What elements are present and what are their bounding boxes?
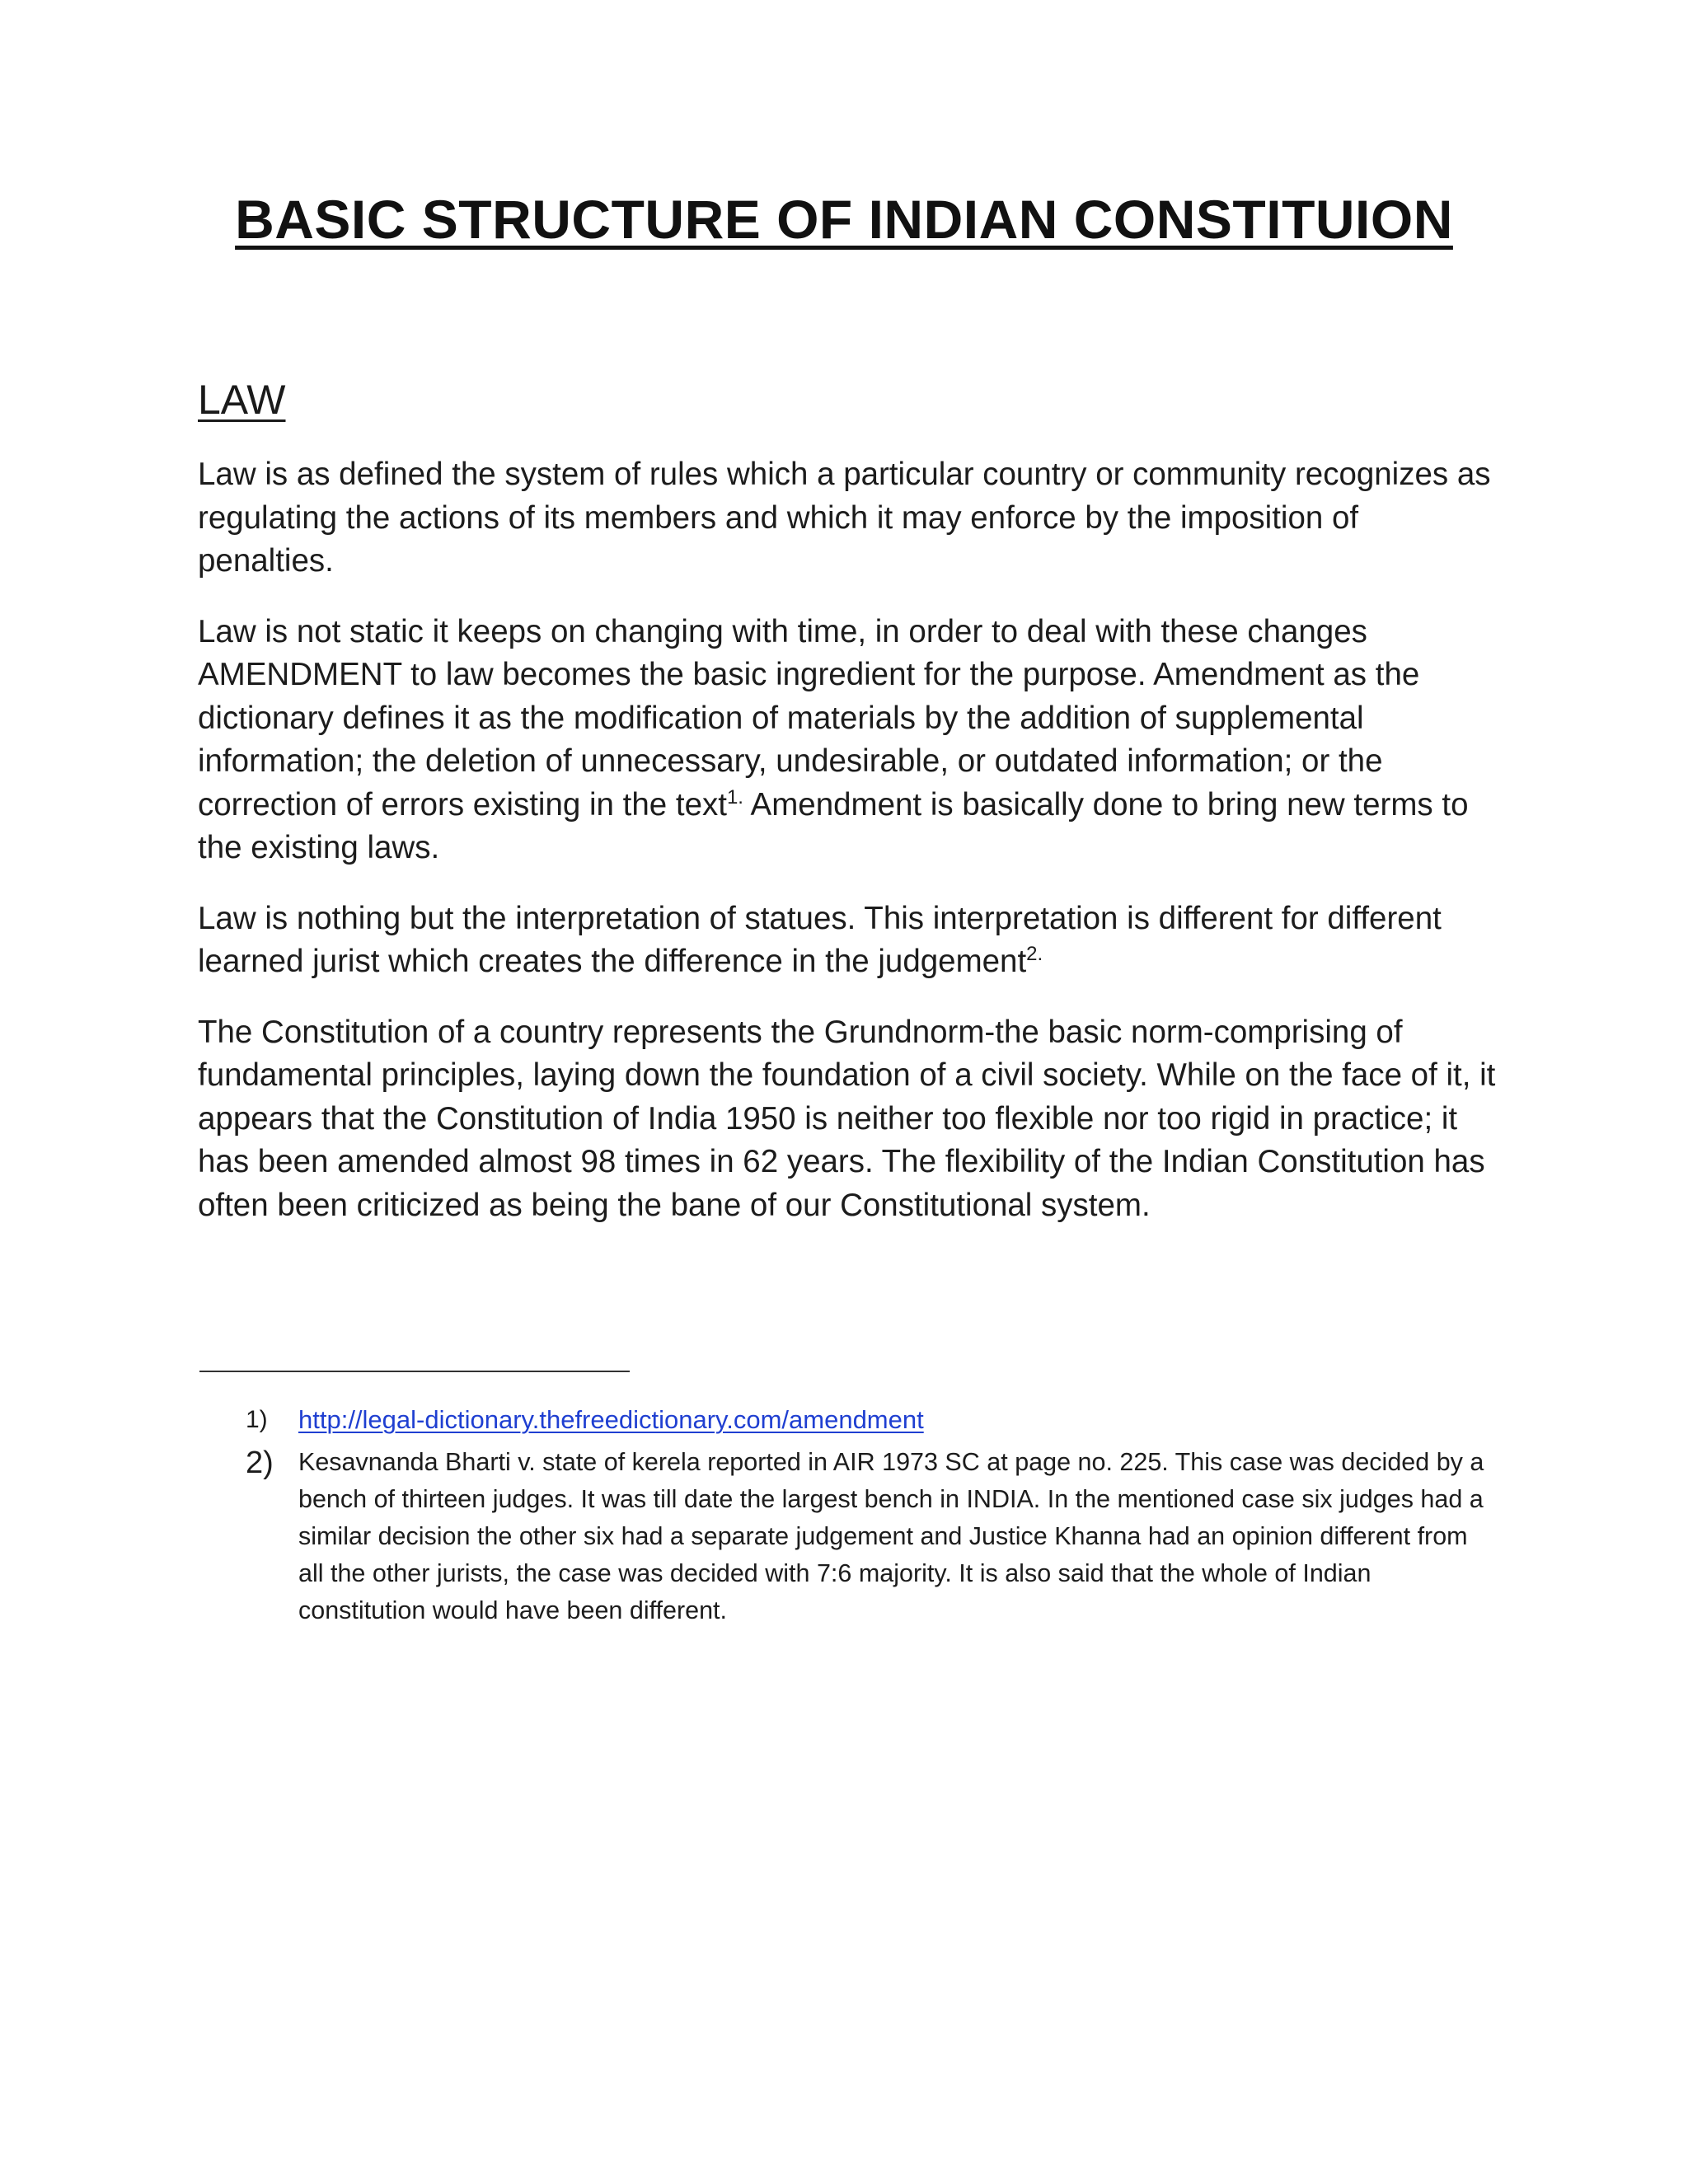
paragraph-constitution [198,1011,1500,1228]
footnote-number: 2) [246,1446,274,1480]
document-title: BASIC STRUCTURE OF INDIAN CONSTITUION [235,189,1453,250]
footnote-link[interactable]: http://legal-dictionary.thefreedictionary.com/amendment [298,1405,924,1434]
paragraph-law-definition [198,453,1500,583]
paragraph-text: Law is as defined the system of rules which a particular country or community recognizes as regulating the actions of its members and which it may enforce by the imposition of penalties. [198,457,1491,579]
paragraph-text-continued: Amendment is basically done to bring new terms to the existing laws. [198,786,1469,865]
paragraph-interpretation [198,898,1500,984]
paragraph-text: Law is not static it keeps on changing with time, in order to deal with these changes AMENDMENT to law becomes the basic ingredient for the purpose. Amendment as the dictionary defines it as the modification of materials by the addition of supplemental information; the deletion of unnecessary, undesirable, or outdated information; or the correction of errors existing in the text [198,613,1420,823]
footnote-number: 1) [246,1406,268,1433]
footnote-reference-1: 1. [726,785,743,808]
paragraph-text: The Constitution of a country represents the Grundnorm-the basic norm-comprising of fundamental principles, laying down the foundation of a civil society. While on the face of it, it appears that the Constitution of India 1950 is neither too flexible nor too rigid in practice; it has been amended almost 98 times in 62 years. The flexibility of the Indian Constitution has often been criticized as being the bane of our Constitutional system. [198,1014,1496,1223]
footnote-item [246,1444,1498,1629]
footnote-reference-2: 2. [1026,943,1043,966]
footnote-text: Kesavnanda Bharti v. state of kerela reported in AIR 1973 SC at page no. 225. This case was decided by a bench of thirteen judges. It was till date the largest bench in INDIA. In the mentioned case six judges had a similar decision the other six had a separate judgement and Justice Khanna had an opinion different from all the other jurists, the case was decided with 7:6 majority. It is also said that the whole of Indian constitution would have been different. [298,1448,1484,1624]
footnote-separator-line [199,1371,630,1372]
paragraph-text: Law is nothing but the interpretation of statues. This interpretation is different for different learned jurist which creates the difference in the judgement [198,900,1442,979]
paragraph-amendment [198,611,1500,870]
footnotes-list [246,1401,1498,1634]
footnote-item [246,1401,1498,1439]
section-heading-law: LAW [198,377,286,423]
body-text [198,453,1500,1254]
